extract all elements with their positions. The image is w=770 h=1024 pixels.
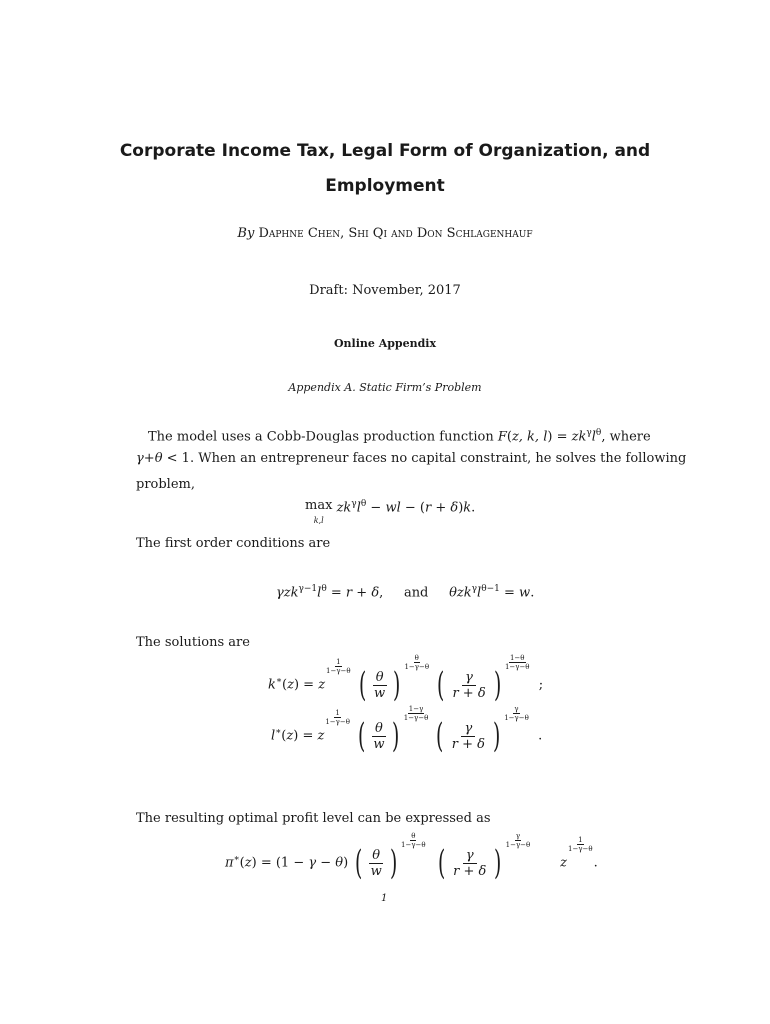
paragraph-line3: problem,	[136, 477, 195, 492]
foc-equation: $\gamma zk^{\gamma-1}l^\theta = r + \delta$, and $\theta zk^\gamma l^{\theta-1} = w$.	[276, 584, 535, 601]
profit-intro: The resulting optimal profit level can be expressed as	[136, 811, 491, 826]
appendix-a-heading: Appendix A. Static Firm’s Problem	[288, 381, 482, 394]
l-star-equation: l∗(z) = z $\frac{1}{1-\gamma-\theta}$ ( $\frac{\theta}{w}$ ) $\frac{1-\gamma}{1-\gamma-\theta}$ ( $\frac{\gamma}{r + \delta}$ ) $\frac{\gamma}{1-\gamma-\theta}$ .	[271, 705, 543, 756]
draft-date: Draft: November, 2017	[309, 283, 461, 298]
p1-text-a: The model uses a Cobb-Douglas production function	[148, 429, 494, 445]
profit-equation: π∗(z) = (1 − γ − θ) ( $\frac{\theta}{w}$ ) $\frac{\theta}{1-\gamma-\theta}$ ( $\frac{\gamma}{r + \delta}$ ) $\frac{\gamma}{1-\gamma-\theta}$ z $\frac{1}{1-\gamma-\theta}$ .	[225, 832, 598, 883]
p1-math-production: F	[497, 429, 507, 445]
by-label: By	[237, 226, 255, 241]
paragraph-line1: The model uses a Cobb-Douglas production function F(z, k, $l) = zk^\gamma l^\theta$, where	[148, 428, 651, 445]
p1-text-line2: < 1. When an entrepreneur faces no capital constraint, he solves the following	[166, 451, 687, 466]
foc-intro: The first order conditions are	[136, 536, 331, 551]
paragraph-line2: γ+θ < 1. When an entrepreneur faces no capital constraint, he solves the following	[136, 451, 687, 466]
online-appendix-heading: Online Appendix	[333, 337, 437, 350]
and-word: and	[403, 585, 429, 601]
author-names: Daphne Chen, Shi Qi and Don Schlagenhauf	[258, 226, 533, 241]
k-star-equation: k∗(z) = z $\frac{1}{1-\gamma-\theta}$ ( $\frac{\theta}{w}$ ) $\frac{\theta}{1-\gamma-\theta}$ ( $\frac{\gamma}{r + \delta}$ ) $\frac{1-\theta}{1-\gamma-\theta}$ ;	[268, 654, 544, 705]
p1-text-b: , where	[601, 429, 651, 445]
paper-title-line1: Corporate Income Tax, Legal Form of Organization, and	[119, 141, 651, 161]
paper-title-line2: Employment	[325, 176, 445, 196]
page-number: 1	[381, 893, 388, 904]
author-line	[0, 226, 770, 241]
solutions-intro: The solutions are	[136, 635, 250, 650]
max-equation: max k,l $zk^\gamma l^\theta$ − wl − (r + δ)k.	[305, 498, 476, 525]
